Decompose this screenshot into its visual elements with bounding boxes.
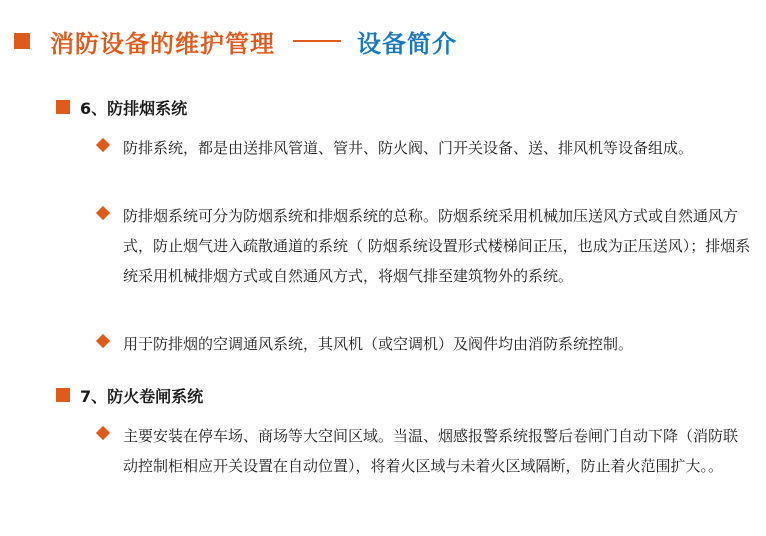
- section-heading-smoke-control: [56, 96, 187, 118]
- bullet-item: [96, 201, 752, 291]
- diamond-bullet-icon: [96, 138, 110, 152]
- section-square-marker: [56, 388, 70, 402]
- section-heading-fire-shutter: [56, 384, 203, 406]
- diamond-bullet-icon: [96, 334, 110, 348]
- section-heading-text: 6、防排烟系统: [80, 98, 188, 118]
- bullet-item: [96, 421, 752, 481]
- bullet-text: 用于防排烟的空调通风系统，其风机（或空调机）及阀件均由消防系统控制。: [123, 335, 634, 353]
- title-square-marker: [14, 33, 30, 49]
- bullet-text: 防排系统，都是由送排风管道、管井、防火阀、门开关设备、送、排风机等设备组成。: [123, 139, 694, 157]
- slide-subtitle: 设备简介: [357, 29, 457, 58]
- diamond-bullet-icon: [96, 426, 110, 440]
- slide-title: 消防设备的维护管理: [50, 29, 275, 58]
- diamond-bullet-icon: [96, 206, 110, 220]
- title-divider-line: [293, 40, 341, 42]
- slide-title-bar: [14, 24, 457, 58]
- bullet-text: 防排烟系统可分为防烟系统和排烟系统的总称。防烟系统采用机械加压送风方式或自然通风方式，防止烟气进入疏散通道的系统（ 防烟系统设置形式楼梯间正压，也成为正压送风）；排烟系统采用机械排烟方式或自然通风方式，将烟气排至建筑物外的系统。: [123, 207, 751, 285]
- section-heading-text: 7、防火卷闸系统: [80, 386, 204, 406]
- section-square-marker: [56, 100, 70, 114]
- bullet-item: [96, 329, 752, 359]
- bullet-item: [96, 133, 752, 163]
- bullet-text: 主要安装在停车场、商场等大空间区域。当温、烟感报警系统报警后卷闸门自动下降（消防联动控制柜相应开关设置在自动位置），将着火区域与未着火区域隔断，防止着火范围扩大。。: [123, 427, 739, 475]
